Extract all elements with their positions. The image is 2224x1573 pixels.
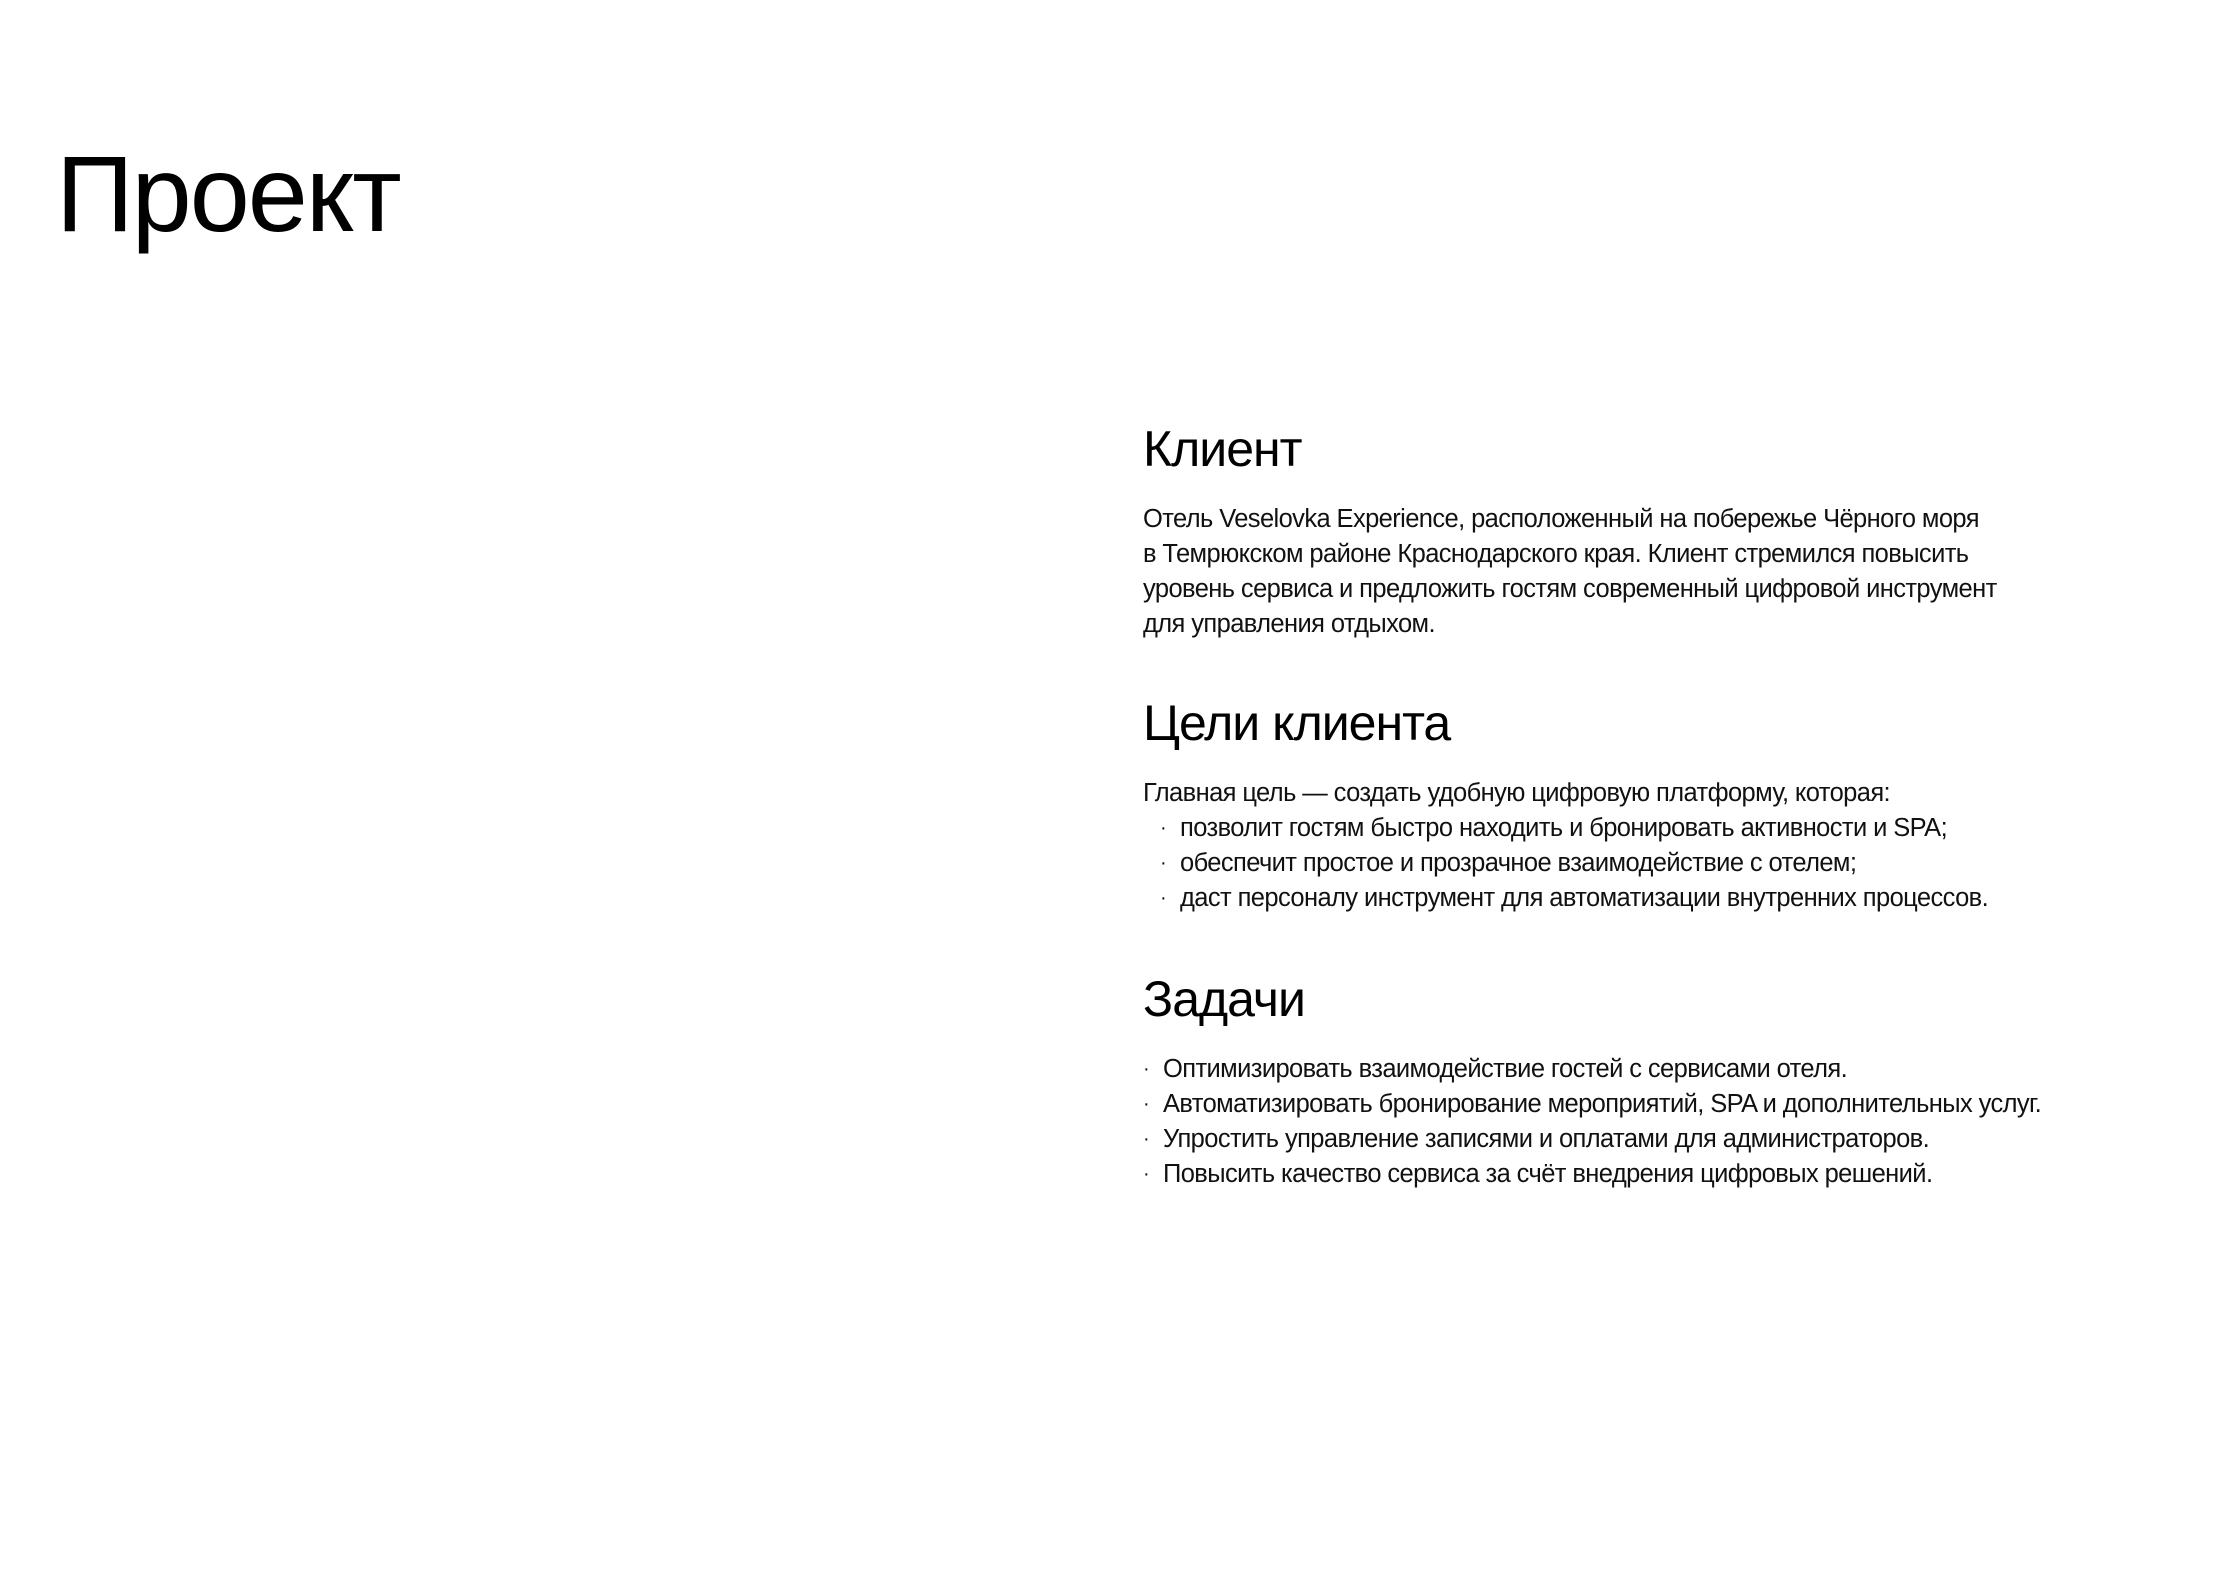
goal-text: позволит гостям быстро находить и бронировать активности и SPA; — [1180, 814, 1948, 842]
client-section — [1143, 421, 2203, 642]
goals-heading: Цели клиента — [1143, 695, 1451, 751]
client-description-line: Отель Veselovka Experience, расположенный на побережье Чёрного моря — [1143, 505, 1979, 533]
tasks-body — [1143, 1052, 2203, 1192]
tasks-list — [1143, 1052, 2203, 1192]
tasks-section — [1143, 971, 2203, 1192]
client-description-line: для управления отдыхом. — [1143, 610, 1435, 638]
list-item — [1143, 1087, 2203, 1122]
bullet-dot-icon: · — [1143, 1128, 1150, 1150]
client-heading: Клиент — [1143, 421, 1302, 477]
client-description — [1143, 502, 2203, 642]
page-title: Проект — [56, 133, 400, 254]
task-text: Оптимизировать взаимодействие гостей с сервисами отеля. — [1163, 1055, 1848, 1083]
list-item — [1143, 1157, 2203, 1192]
client-description-line: уровень сервиса и предложить гостям современный цифровой инструмент — [1143, 575, 1997, 603]
bullet-dot-icon: · — [1143, 1058, 1150, 1080]
goals-section — [1143, 695, 2203, 916]
goals-list — [1143, 811, 2203, 916]
bullet-dot-icon: · — [1143, 1093, 1150, 1115]
goal-text: обеспечит простое и прозрачное взаимодействие с отелем; — [1180, 849, 1857, 877]
list-item — [1143, 811, 2203, 846]
bullet-dot-icon: · — [1160, 852, 1167, 874]
list-item — [1143, 846, 2203, 881]
list-item — [1143, 881, 2203, 916]
goal-text: даст персоналу инструмент для автоматизации внутренних процессов. — [1180, 884, 1989, 912]
tasks-heading: Задачи — [1143, 971, 1305, 1027]
client-description-line: в Темрюкском районе Краснодарского края. Клиент стремился повысить — [1143, 540, 1969, 568]
list-item — [1143, 1122, 2203, 1157]
task-text: Упростить управление записями и оплатами для администраторов. — [1163, 1125, 1930, 1153]
bullet-dot-icon: · — [1160, 817, 1167, 839]
goals-body — [1143, 776, 2203, 916]
bullet-dot-icon: · — [1143, 1163, 1150, 1185]
bullet-dot-icon: · — [1160, 887, 1167, 909]
task-text: Повысить качество сервиса за счёт внедрения цифровых решений. — [1163, 1160, 1933, 1188]
task-text: Автоматизировать бронирование мероприятий, SPA и дополнительных услуг. — [1163, 1090, 2042, 1118]
list-item — [1143, 1052, 2203, 1087]
goals-intro: Главная цель — создать удобную цифровую платформу, которая: — [1143, 779, 1891, 807]
